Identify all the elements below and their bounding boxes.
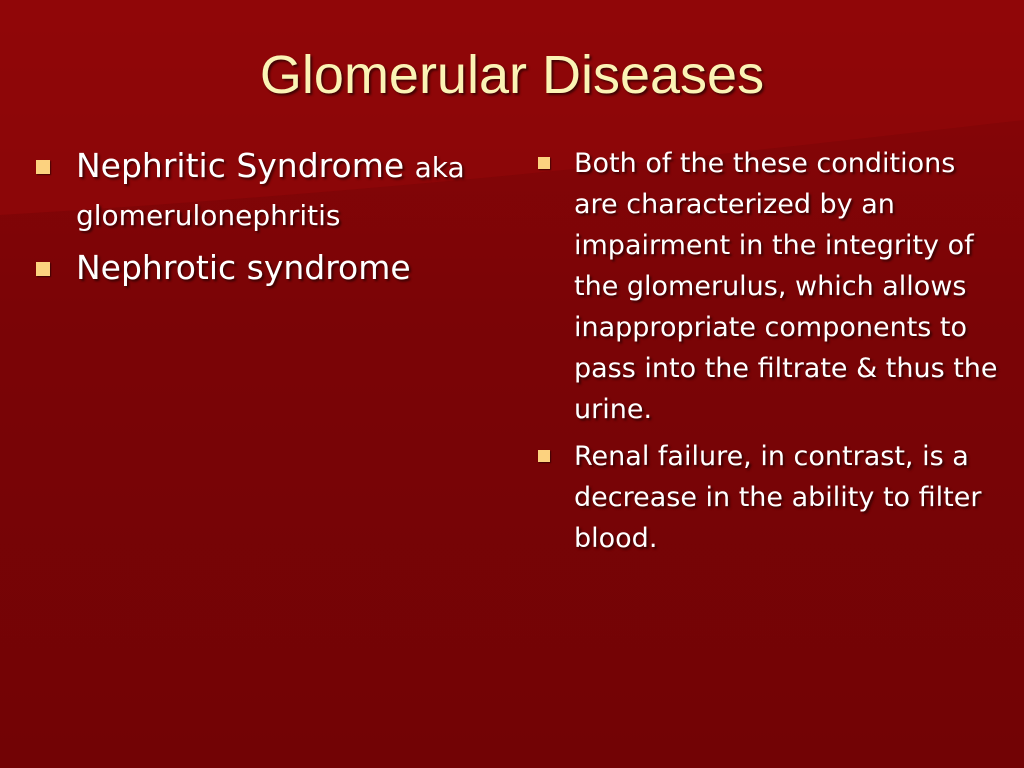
bullet-main-text: Nephritic Syndrome: [76, 146, 415, 185]
right-column: [536, 143, 1006, 565]
bullet-text: Renal failure, in contrast, is a decrease in the ability to filter blood.: [574, 441, 982, 554]
square-bullet-icon: [538, 450, 550, 462]
bullet-sub-text: aka glomerulonephritis: [76, 151, 465, 232]
list-item: [36, 245, 506, 291]
left-column: [36, 143, 506, 297]
square-bullet-icon: [36, 262, 50, 276]
list-item: [36, 143, 506, 239]
slide-title: Glomerular Diseases: [259, 45, 765, 105]
bullet-main-text: Nephrotic syndrome: [76, 248, 411, 287]
right-bullet-list: [536, 143, 1006, 559]
list-item: [536, 143, 1006, 430]
left-bullet-list: [36, 143, 506, 291]
square-bullet-icon: [538, 157, 550, 169]
square-bullet-icon: [36, 160, 50, 174]
bullet-text: Both of the these conditions are characterized by an impairment in the integrity of the glomerulus, which allows inappropriate components to pass into the filtrate & thus the urine.: [574, 148, 998, 425]
list-item: [536, 436, 1006, 559]
